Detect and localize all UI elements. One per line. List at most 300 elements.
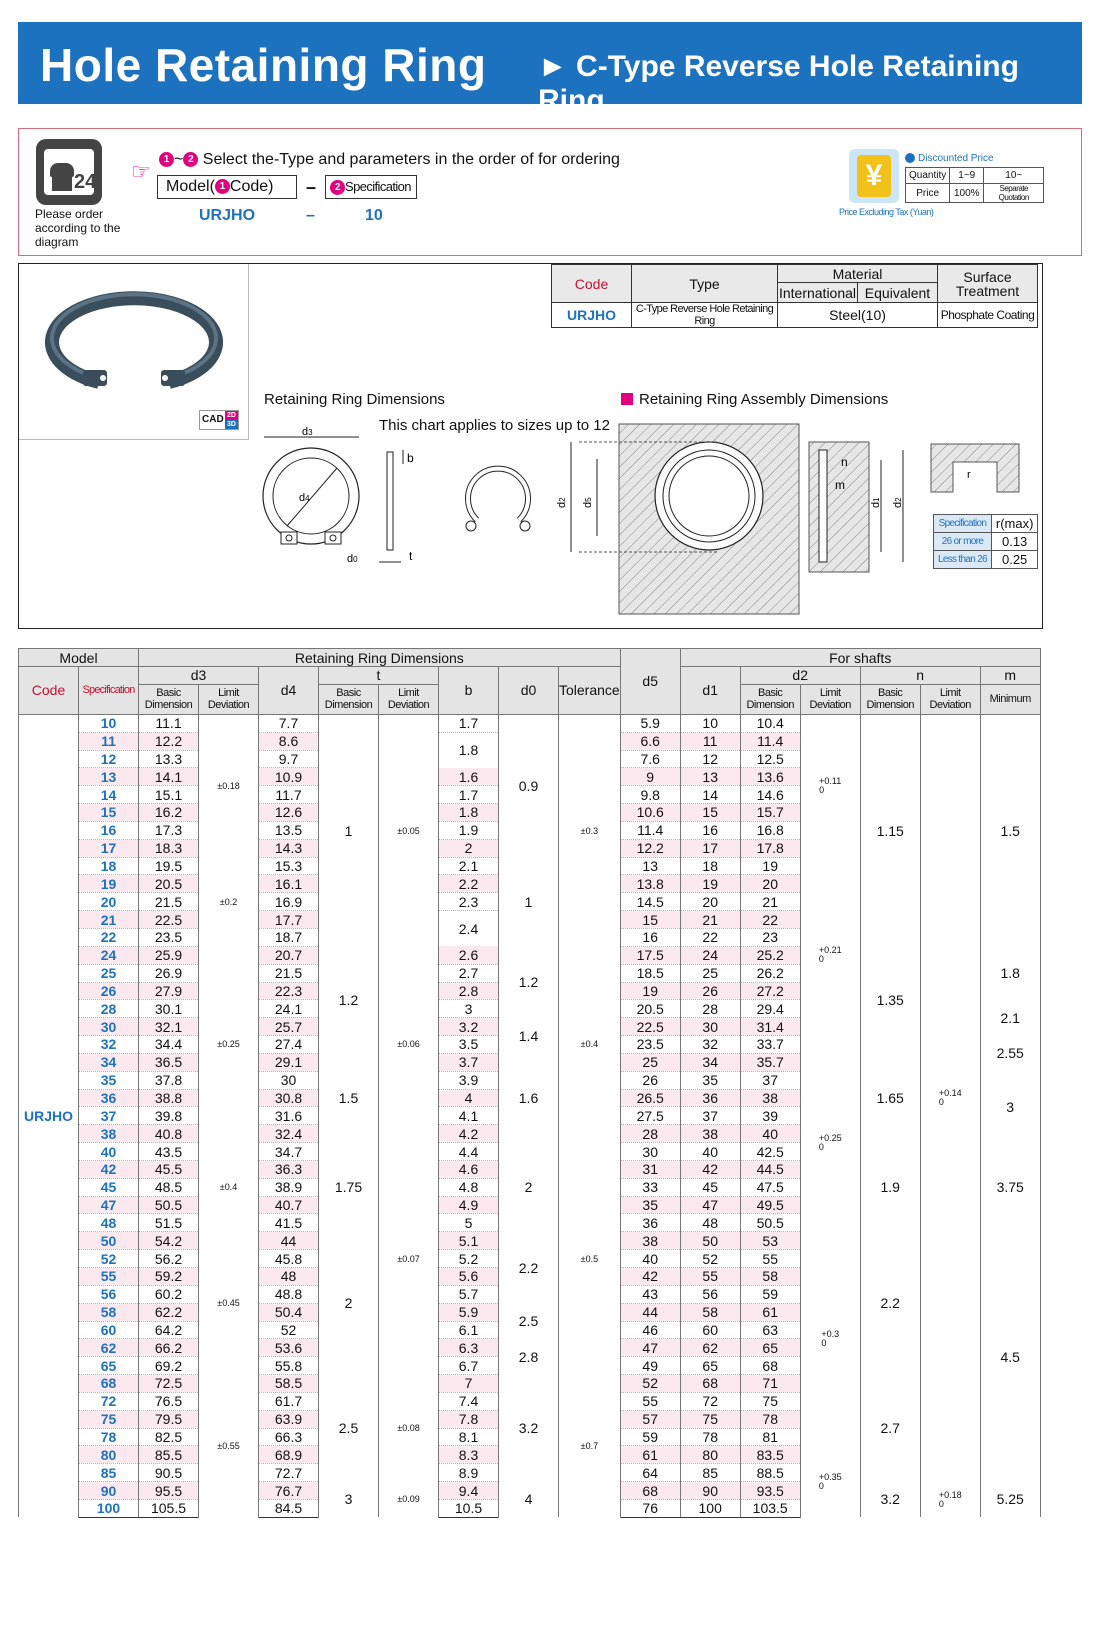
b-cell: 1.7 bbox=[439, 714, 499, 732]
d0-cell: 2.8 bbox=[499, 1339, 559, 1375]
d4-cell: 44 bbox=[259, 1232, 319, 1250]
mat-type: C-Type Reverse Hole Retaining Ring bbox=[632, 303, 778, 328]
table-row bbox=[19, 1143, 1041, 1161]
d5-cell: 9.8 bbox=[620, 786, 680, 804]
d5-cell: 28 bbox=[620, 1125, 680, 1143]
b-cell: 1.8 bbox=[439, 804, 499, 822]
n-limit-cell bbox=[920, 714, 980, 1481]
d3-limit-cell: ±0.25 bbox=[199, 946, 259, 1142]
d3-basic-cell: 34.4 bbox=[139, 1036, 199, 1054]
h-shafts: For shafts bbox=[680, 649, 1040, 667]
order-note: Please order according to the diagram bbox=[35, 207, 121, 249]
b-cell: 5 bbox=[439, 1214, 499, 1232]
d1-cell: 80 bbox=[680, 1446, 740, 1464]
d1-cell: 45 bbox=[680, 1178, 740, 1196]
price1: 100% bbox=[950, 184, 984, 203]
d1-cell: 58 bbox=[680, 1303, 740, 1321]
n-limit-lower: 0 bbox=[938, 1097, 944, 1108]
d4-cell: 76.7 bbox=[259, 1482, 319, 1500]
d5-cell: 13.8 bbox=[620, 875, 680, 893]
d3-basic-cell: 20.5 bbox=[139, 875, 199, 893]
h-spec: Specification bbox=[79, 667, 139, 715]
d5-cell: 18.5 bbox=[620, 964, 680, 982]
m-min-cell: 1.8 bbox=[980, 946, 1040, 1000]
spec-cell: 62 bbox=[79, 1339, 139, 1357]
d4-cell: 36.3 bbox=[259, 1160, 319, 1178]
d4-cell: 61.7 bbox=[259, 1392, 319, 1410]
d3-basic-cell: 14.1 bbox=[139, 768, 199, 786]
m-min-cell: 2.55 bbox=[980, 1036, 1040, 1072]
b-cell: 7.8 bbox=[439, 1410, 499, 1428]
d3-basic-cell: 13.3 bbox=[139, 750, 199, 768]
d2-basic-cell: 25.2 bbox=[740, 946, 800, 964]
d4-cell: 14.3 bbox=[259, 839, 319, 857]
spec-cell: 72 bbox=[79, 1392, 139, 1410]
d2-basic-cell: 26.2 bbox=[740, 964, 800, 982]
spec-cell: 22 bbox=[79, 928, 139, 946]
spec-cell: 17 bbox=[79, 839, 139, 857]
d1-cell: 35 bbox=[680, 1071, 740, 1089]
price-tax-note: Price Excluding Tax (Yuan) bbox=[839, 207, 934, 217]
qty1: 1~9 bbox=[950, 168, 984, 184]
d3-basic-cell: 82.5 bbox=[139, 1428, 199, 1446]
b-cell: 4.8 bbox=[439, 1178, 499, 1196]
d2-limit-cell bbox=[800, 1446, 860, 1517]
d4-cell: 48 bbox=[259, 1268, 319, 1286]
d3-basic-cell: 12.2 bbox=[139, 732, 199, 750]
d1-cell: 52 bbox=[680, 1250, 740, 1268]
d3-limit-cell: ±0.4 bbox=[199, 1143, 259, 1232]
d1-cell: 36 bbox=[680, 1089, 740, 1107]
d1-cell: 62 bbox=[680, 1339, 740, 1357]
d5-cell: 42 bbox=[620, 1268, 680, 1286]
b-cell: 2.1 bbox=[439, 857, 499, 875]
tolerance-cell: ±0.3 bbox=[559, 714, 621, 946]
spec-cell: 56 bbox=[79, 1285, 139, 1303]
d4-cell: 52 bbox=[259, 1321, 319, 1339]
d2-label-b: d2 bbox=[892, 497, 904, 508]
d4-cell: 12.6 bbox=[259, 804, 319, 822]
d1-cell: 30 bbox=[680, 1018, 740, 1036]
table-row bbox=[19, 1482, 1041, 1500]
t-basic-cell: 2.5 bbox=[319, 1375, 379, 1482]
mat-surface: Phosphate Coating bbox=[938, 303, 1038, 328]
d4-cell: 25.7 bbox=[259, 1018, 319, 1036]
n-limit-lower: 0 bbox=[938, 1498, 944, 1509]
h-d4: d4 bbox=[259, 667, 319, 715]
page-subtitle: ► C-Type Reverse Hole Retaining Ring bbox=[538, 50, 1019, 117]
d4-cell: 8.6 bbox=[259, 732, 319, 750]
d3-basic-cell: 85.5 bbox=[139, 1446, 199, 1464]
example-dash: – bbox=[306, 207, 315, 224]
d3-basic-cell: 22.5 bbox=[139, 911, 199, 929]
d4-cell: 16.9 bbox=[259, 893, 319, 911]
d1-cell: 40 bbox=[680, 1143, 740, 1161]
h-d2-basic: Basic Dimension bbox=[740, 684, 800, 714]
h-d0: d0 bbox=[499, 667, 559, 715]
h-d3-basic: Basic Dimension bbox=[139, 684, 199, 714]
d3-limit-cell: ±0.45 bbox=[199, 1232, 259, 1375]
d4-cell: 9.7 bbox=[259, 750, 319, 768]
d2-limit-lower: 0 bbox=[819, 785, 825, 796]
spec-cell: 45 bbox=[79, 1178, 139, 1196]
h-m: m bbox=[980, 667, 1040, 685]
spec-cell: 26 bbox=[79, 982, 139, 1000]
n-limit-upper: +0.14 bbox=[938, 1088, 962, 1099]
d5-cell: 47 bbox=[620, 1339, 680, 1357]
d1-cell: 34 bbox=[680, 1053, 740, 1071]
d2-limit-cell bbox=[800, 1232, 860, 1446]
d4-cell: 38.9 bbox=[259, 1178, 319, 1196]
d2-basic-cell: 11.4 bbox=[740, 732, 800, 750]
t-limit-cell: ±0.08 bbox=[379, 1375, 439, 1482]
d5-cell: 52 bbox=[620, 1375, 680, 1393]
d2-basic-cell: 81 bbox=[740, 1428, 800, 1446]
d3-basic-cell: 17.3 bbox=[139, 821, 199, 839]
d4-cell: 63.9 bbox=[259, 1410, 319, 1428]
d2-basic-cell: 53 bbox=[740, 1232, 800, 1250]
spec-cell: 90 bbox=[79, 1482, 139, 1500]
d2-basic-cell: 39 bbox=[740, 1107, 800, 1125]
b-cell: 4.6 bbox=[439, 1160, 499, 1178]
d1-cell: 24 bbox=[680, 946, 740, 964]
d2-limit-cell bbox=[800, 714, 860, 857]
b-cell: 7.4 bbox=[439, 1392, 499, 1410]
dot-icon bbox=[905, 153, 915, 163]
d4-cell: 55.8 bbox=[259, 1357, 319, 1375]
d5-cell: 10.6 bbox=[620, 804, 680, 822]
spec-cell: 25 bbox=[79, 964, 139, 982]
b-cell: 5.2 bbox=[439, 1250, 499, 1268]
h-model: Model bbox=[19, 649, 139, 667]
table-row bbox=[19, 1375, 1041, 1393]
d5-cell: 5.9 bbox=[620, 714, 680, 732]
d3-basic-cell: 72.5 bbox=[139, 1375, 199, 1393]
d2-basic-cell: 14.6 bbox=[740, 786, 800, 804]
spec-cell: 13 bbox=[79, 768, 139, 786]
n-limit-upper: +0.18 bbox=[938, 1489, 962, 1500]
d5-cell: 64 bbox=[620, 1464, 680, 1482]
d4-cell: 15.3 bbox=[259, 857, 319, 875]
spec-cell: 78 bbox=[79, 1428, 139, 1446]
mat-steel: Steel(10) bbox=[778, 303, 938, 328]
d0-cell: 2.5 bbox=[499, 1303, 559, 1339]
discount-title bbox=[905, 153, 994, 164]
t-basic-cell: 2 bbox=[319, 1232, 379, 1375]
d1-cell: 16 bbox=[680, 821, 740, 839]
n-basic-cell: 2.2 bbox=[860, 1232, 920, 1375]
d3-basic-cell: 56.2 bbox=[139, 1250, 199, 1268]
d1-cell: 21 bbox=[680, 911, 740, 929]
d5-cell: 61 bbox=[620, 1446, 680, 1464]
spec-cell: 52 bbox=[79, 1250, 139, 1268]
d5-label: d5 bbox=[582, 497, 594, 508]
m-min-cell: 2.1 bbox=[980, 1000, 1040, 1036]
d4-cell: 29.1 bbox=[259, 1053, 319, 1071]
h-tolerance: Tolerance bbox=[559, 667, 621, 715]
applies-note: This chart applies to sizes up to 12 bbox=[379, 417, 610, 434]
d5-cell: 16 bbox=[620, 928, 680, 946]
d1-cell: 85 bbox=[680, 1464, 740, 1482]
d4-cell: 53.6 bbox=[259, 1339, 319, 1357]
d5-cell: 46 bbox=[620, 1321, 680, 1339]
example-spec: 10 bbox=[365, 207, 383, 224]
d3-basic-cell: 26.9 bbox=[139, 964, 199, 982]
d1-cell: 38 bbox=[680, 1125, 740, 1143]
d4-cell: 7.7 bbox=[259, 714, 319, 732]
b-cell-merged: 1.8 bbox=[439, 732, 499, 768]
spec-cell: 48 bbox=[79, 1214, 139, 1232]
d1-cell: 60 bbox=[680, 1321, 740, 1339]
rt-spec-1: 26 or more bbox=[934, 533, 992, 551]
h-d2-limit: Limit Deviation bbox=[800, 684, 860, 714]
d5-cell: 68 bbox=[620, 1482, 680, 1500]
d4-cell: 41.5 bbox=[259, 1214, 319, 1232]
d2-basic-cell: 83.5 bbox=[740, 1446, 800, 1464]
d1-cell: 17 bbox=[680, 839, 740, 857]
d0-cell: 1.6 bbox=[499, 1053, 559, 1142]
d5-cell: 43 bbox=[620, 1285, 680, 1303]
d5-cell: 19 bbox=[620, 982, 680, 1000]
spec-cell: 38 bbox=[79, 1125, 139, 1143]
d5-cell: 17.5 bbox=[620, 946, 680, 964]
b-cell: 1.7 bbox=[439, 786, 499, 804]
d2-basic-cell: 58 bbox=[740, 1268, 800, 1286]
d2-limit-lower: 0 bbox=[818, 1480, 824, 1491]
table-row bbox=[19, 946, 1041, 964]
d2-basic-cell: 27.2 bbox=[740, 982, 800, 1000]
spec-cell: 34 bbox=[79, 1053, 139, 1071]
d1-cell: 65 bbox=[680, 1357, 740, 1375]
d3-basic-cell: 32.1 bbox=[139, 1018, 199, 1036]
circle-number-2: 2 bbox=[183, 152, 198, 167]
d2-basic-cell: 47.5 bbox=[740, 1178, 800, 1196]
b-label: b bbox=[407, 451, 414, 465]
model-suffix: ) bbox=[268, 178, 274, 195]
b-cell: 8.3 bbox=[439, 1446, 499, 1464]
d0-cell: 1 bbox=[499, 857, 559, 946]
table-row bbox=[19, 1232, 1041, 1250]
dimensions-table bbox=[18, 648, 1041, 1518]
d1-cell: 48 bbox=[680, 1214, 740, 1232]
d5-cell: 57 bbox=[620, 1410, 680, 1428]
h-b: b bbox=[439, 667, 499, 715]
d2-limit-upper: +0.11 bbox=[819, 776, 842, 787]
mat-h-code: Code bbox=[552, 265, 632, 303]
b-cell-merged: 2.4 bbox=[439, 911, 499, 947]
d3-limit-cell: ±0.2 bbox=[199, 857, 259, 946]
groove-section-view bbox=[809, 442, 904, 572]
spec-cell: 100 bbox=[79, 1499, 139, 1517]
h-d1: d1 bbox=[680, 667, 740, 715]
d1-cell: 11 bbox=[680, 732, 740, 750]
d5-cell: 27.5 bbox=[620, 1107, 680, 1125]
n-label: n bbox=[841, 455, 848, 469]
h-n: n bbox=[860, 667, 980, 685]
b-cell: 6.1 bbox=[439, 1321, 499, 1339]
d2-basic-cell: 78 bbox=[740, 1410, 800, 1428]
d5-cell: 30 bbox=[620, 1143, 680, 1161]
spec-cell: 16 bbox=[79, 821, 139, 839]
d3-basic-cell: 79.5 bbox=[139, 1410, 199, 1428]
spec-cell: 47 bbox=[79, 1196, 139, 1214]
d1-cell: 47 bbox=[680, 1196, 740, 1214]
d1-cell: 90 bbox=[680, 1482, 740, 1500]
d3-basic-cell: 50.5 bbox=[139, 1196, 199, 1214]
d2-basic-cell: 20 bbox=[740, 875, 800, 893]
price-table bbox=[905, 167, 1044, 203]
b-cell: 4.4 bbox=[439, 1143, 499, 1161]
d3-basic-cell: 54.2 bbox=[139, 1232, 199, 1250]
spec-cell: 55 bbox=[79, 1268, 139, 1286]
cad-badge[interactable]: CAD 2D 3D bbox=[199, 410, 239, 430]
d2-basic-cell: 42.5 bbox=[740, 1143, 800, 1161]
spec-cell: 15 bbox=[79, 804, 139, 822]
spec-cell: 36 bbox=[79, 1089, 139, 1107]
qty2: 10~ bbox=[984, 168, 1044, 184]
r-detail-view bbox=[931, 444, 1019, 492]
d5-cell: 26.5 bbox=[620, 1089, 680, 1107]
model-code-box bbox=[157, 175, 297, 199]
spec-cell: 21 bbox=[79, 911, 139, 929]
b-cell: 9.4 bbox=[439, 1482, 499, 1500]
spec-cell: 40 bbox=[79, 1143, 139, 1161]
qty-label: Quantity bbox=[906, 168, 950, 184]
d4-cell: 17.7 bbox=[259, 911, 319, 929]
d3-basic-cell: 40.8 bbox=[139, 1125, 199, 1143]
b-cell: 10.5 bbox=[439, 1499, 499, 1517]
d3-basic-cell: 30.1 bbox=[139, 1000, 199, 1018]
d2-basic-cell: 65 bbox=[740, 1339, 800, 1357]
b-cell: 3.7 bbox=[439, 1053, 499, 1071]
n-basic-cell: 2.7 bbox=[860, 1375, 920, 1482]
mat-h-surface: Surface Treatment bbox=[938, 265, 1038, 303]
rt-val-1: 0.13 bbox=[991, 533, 1038, 551]
d0-cell: 0.9 bbox=[499, 714, 559, 857]
d2-limit-lower: 0 bbox=[821, 1338, 827, 1349]
d1-cell: 100 bbox=[680, 1499, 740, 1517]
t-label: t bbox=[409, 549, 413, 563]
d1-cell: 20 bbox=[680, 893, 740, 911]
t-basic-cell: 1.75 bbox=[319, 1143, 379, 1232]
t-limit-cell: ±0.09 bbox=[379, 1482, 439, 1518]
t-limit-cell: ±0.05 bbox=[379, 714, 439, 946]
b-cell: 3 bbox=[439, 1000, 499, 1018]
d2-basic-cell: 31.4 bbox=[740, 1018, 800, 1036]
d2-basic-cell: 38 bbox=[740, 1089, 800, 1107]
d4-cell: 84.5 bbox=[259, 1499, 319, 1517]
d2-basic-cell: 55 bbox=[740, 1250, 800, 1268]
h-d5: d5 bbox=[620, 649, 680, 715]
d2-basic-cell: 50.5 bbox=[740, 1214, 800, 1232]
d2-basic-cell: 19 bbox=[740, 857, 800, 875]
d3-basic-cell: 90.5 bbox=[139, 1464, 199, 1482]
d4-cell: 68.9 bbox=[259, 1446, 319, 1464]
m-min-cell: 5.25 bbox=[980, 1482, 1040, 1518]
d3-basic-cell: 76.5 bbox=[139, 1392, 199, 1410]
d4-cell: 48.8 bbox=[259, 1285, 319, 1303]
d2-basic-cell: 37 bbox=[740, 1071, 800, 1089]
d4-cell: 58.5 bbox=[259, 1375, 319, 1393]
d5-cell: 14.5 bbox=[620, 893, 680, 911]
d1-cell: 14 bbox=[680, 786, 740, 804]
d3-basic-cell: 38.8 bbox=[139, 1089, 199, 1107]
d2-basic-cell: 13.6 bbox=[740, 768, 800, 786]
m-min-cell: 3 bbox=[980, 1071, 1040, 1142]
n-basic-cell: 1.15 bbox=[860, 714, 920, 946]
order-dash: – bbox=[306, 177, 317, 197]
rt-h-r: r(max) bbox=[991, 515, 1038, 533]
price-label: Price bbox=[906, 184, 950, 203]
small-ring-view bbox=[466, 469, 530, 531]
b-cell: 4 bbox=[439, 1089, 499, 1107]
m-label: m bbox=[835, 478, 845, 492]
yen-icon: ¥ bbox=[849, 149, 899, 203]
ring-side-view bbox=[379, 450, 414, 563]
d1-label: d1 bbox=[870, 497, 882, 508]
order-instruction bbox=[159, 151, 620, 169]
m-min-cell: 1.5 bbox=[980, 714, 1040, 946]
mat-h-international: International bbox=[778, 284, 857, 301]
instruction-text: Select the-Type and parameters in the order of for ordering bbox=[202, 151, 620, 168]
d5-cell: 23.5 bbox=[620, 1036, 680, 1054]
h-n-limit: Limit Deviation bbox=[920, 684, 980, 714]
d0-cell: 3.2 bbox=[499, 1375, 559, 1482]
m-min-cell: 3.75 bbox=[980, 1143, 1040, 1232]
d1-cell: 42 bbox=[680, 1160, 740, 1178]
d1-cell: 25 bbox=[680, 964, 740, 982]
d2-basic-cell: 16.8 bbox=[740, 821, 800, 839]
phone-24h-icon: 24 bbox=[36, 139, 102, 205]
dimensions-table-body bbox=[19, 714, 1041, 1517]
b-cell: 8.1 bbox=[439, 1428, 499, 1446]
d2-basic-cell: 88.5 bbox=[740, 1464, 800, 1482]
d3-basic-cell: 25.9 bbox=[139, 946, 199, 964]
d4-cell: 34.7 bbox=[259, 1143, 319, 1161]
d2-limit-cell bbox=[800, 1053, 860, 1231]
ring-diagrams bbox=[19, 264, 1044, 630]
h-n-basic: Basic Dimension bbox=[860, 684, 920, 714]
d2-limit-upper: +0.21 bbox=[818, 945, 842, 956]
tolerance-cell: ±0.7 bbox=[559, 1375, 621, 1518]
d2-limit-upper: +0.3 bbox=[821, 1329, 840, 1340]
d5-cell: 76 bbox=[620, 1499, 680, 1517]
model-code-label: Code bbox=[229, 178, 269, 195]
d1-cell: 13 bbox=[680, 768, 740, 786]
b-cell: 2.3 bbox=[439, 893, 499, 911]
page-title: Hole Retaining Ring bbox=[40, 39, 487, 91]
d5-cell: 38 bbox=[620, 1232, 680, 1250]
d5-cell: 9 bbox=[620, 768, 680, 786]
t-limit-cell: ±0.07 bbox=[379, 1143, 439, 1375]
d3-basic-cell: 36.5 bbox=[139, 1053, 199, 1071]
d3-basic-cell: 43.5 bbox=[139, 1143, 199, 1161]
table-row bbox=[19, 714, 1041, 732]
d2-basic-cell: 17.8 bbox=[740, 839, 800, 857]
subtitle-text: C-Type Reverse Hole Retaining Ring bbox=[538, 50, 1019, 117]
d2-limit-upper: +0.35 bbox=[818, 1471, 842, 1482]
model-prefix: Model( bbox=[166, 178, 215, 195]
circle-number-1b: 1 bbox=[215, 179, 230, 194]
spec-cell: 42 bbox=[79, 1160, 139, 1178]
h-code: Code bbox=[19, 667, 79, 715]
d5-cell: 40 bbox=[620, 1250, 680, 1268]
d3-limit-cell: ±0.55 bbox=[199, 1375, 259, 1518]
b-cell: 2 bbox=[439, 839, 499, 857]
d5-cell: 13 bbox=[620, 857, 680, 875]
d4-cell: 13.5 bbox=[259, 821, 319, 839]
d2-basic-cell: 10.4 bbox=[740, 714, 800, 732]
